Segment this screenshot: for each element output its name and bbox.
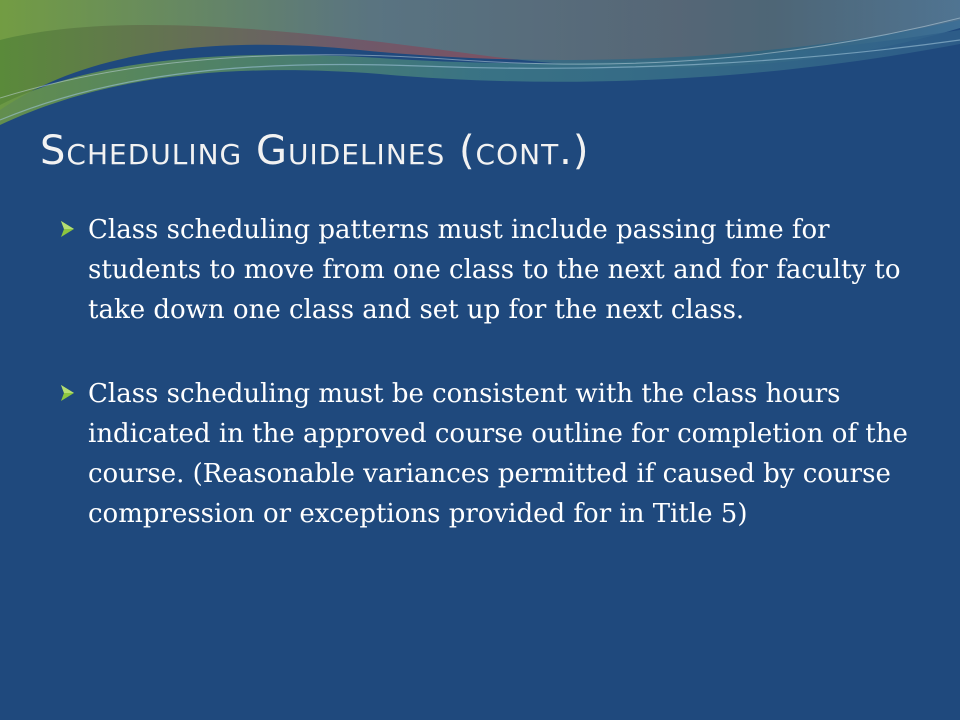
arrow-bullet-icon (58, 382, 78, 404)
bullet-item (58, 374, 908, 534)
bullet-text: Class scheduling must be consistent with the class hours indicated in the approved course outline for completion of the course. (Reasonable variances permitted if caused by course compression or exceptions provided for in Title 5) (88, 379, 908, 529)
arrow-bullet-icon (58, 218, 78, 240)
slide-title: Scheduling Guidelines (cont.) (40, 128, 590, 174)
bullet-text: Class scheduling patterns must include passing time for students to move from one class to the next and for faculty to take down one class and set up for the next class. (88, 215, 901, 325)
bullet-list (58, 210, 908, 578)
bullet-item (58, 210, 908, 330)
decorative-wave-banner (0, 0, 960, 130)
